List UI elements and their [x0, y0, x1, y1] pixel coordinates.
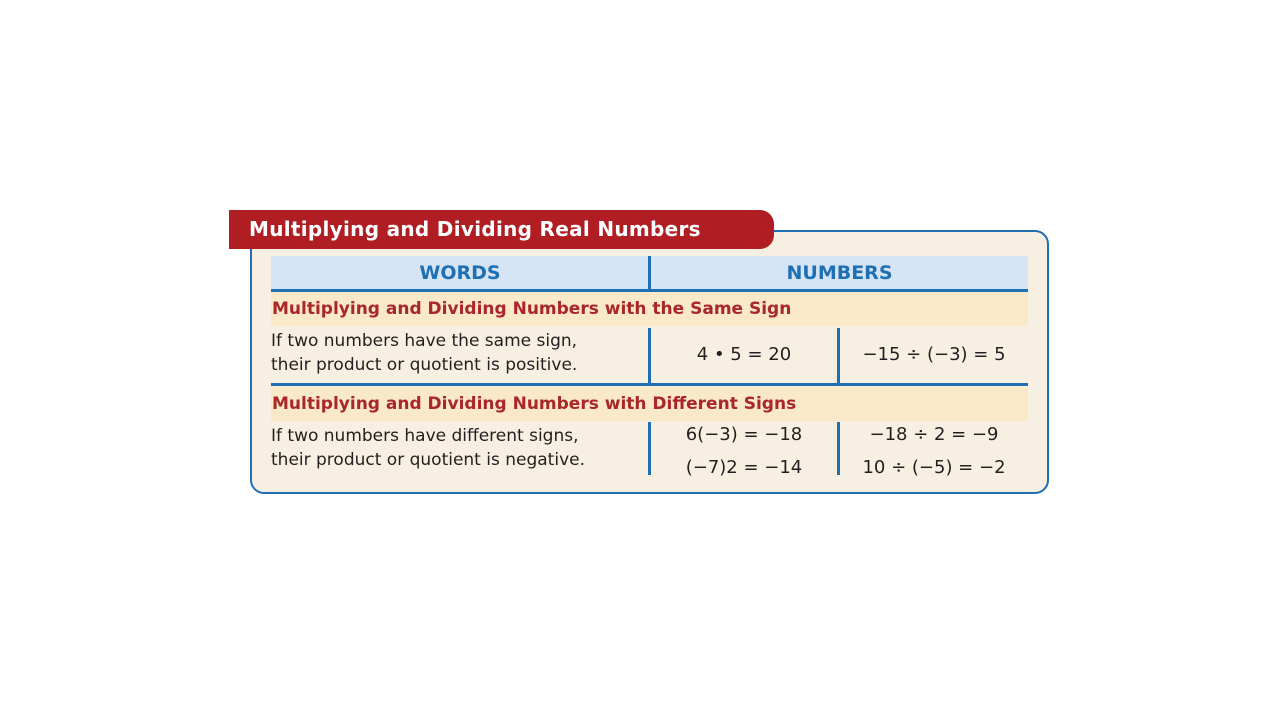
rule-line: If two numbers have different signs, — [271, 426, 579, 446]
rule-text-same-sign — [271, 329, 641, 377]
table-header — [271, 256, 1028, 292]
header-words: WORDS — [419, 262, 501, 284]
rule-text-different-signs — [271, 424, 641, 472]
example-equation: 10 ÷ (−5) = −2 — [862, 457, 1006, 478]
example-equation: 4 • 5 = 20 — [696, 344, 792, 365]
rule-line: If two numbers have the same sign, — [271, 331, 578, 351]
header-numbers: NUMBERS — [786, 262, 893, 284]
rule-line: their product or quotient is negative. — [271, 450, 585, 470]
example-equation: −18 ÷ 2 = −9 — [869, 424, 999, 445]
example-equation: −15 ÷ (−3) = 5 — [862, 344, 1006, 365]
card-title: Multiplying and Dividing Real Numbers — [229, 210, 774, 249]
section-heading-same-sign: Multiplying and Dividing Numbers with the Same Sign — [271, 292, 1028, 326]
section-heading-different-signs: Multiplying and Dividing Numbers with Different Signs — [271, 387, 1028, 421]
section-separator — [271, 383, 1028, 386]
example-equation: (−7)2 = −14 — [685, 457, 803, 478]
example-equation: 6(−3) = −18 — [685, 424, 803, 445]
rule-line: their product or quotient is positive. — [271, 355, 578, 375]
